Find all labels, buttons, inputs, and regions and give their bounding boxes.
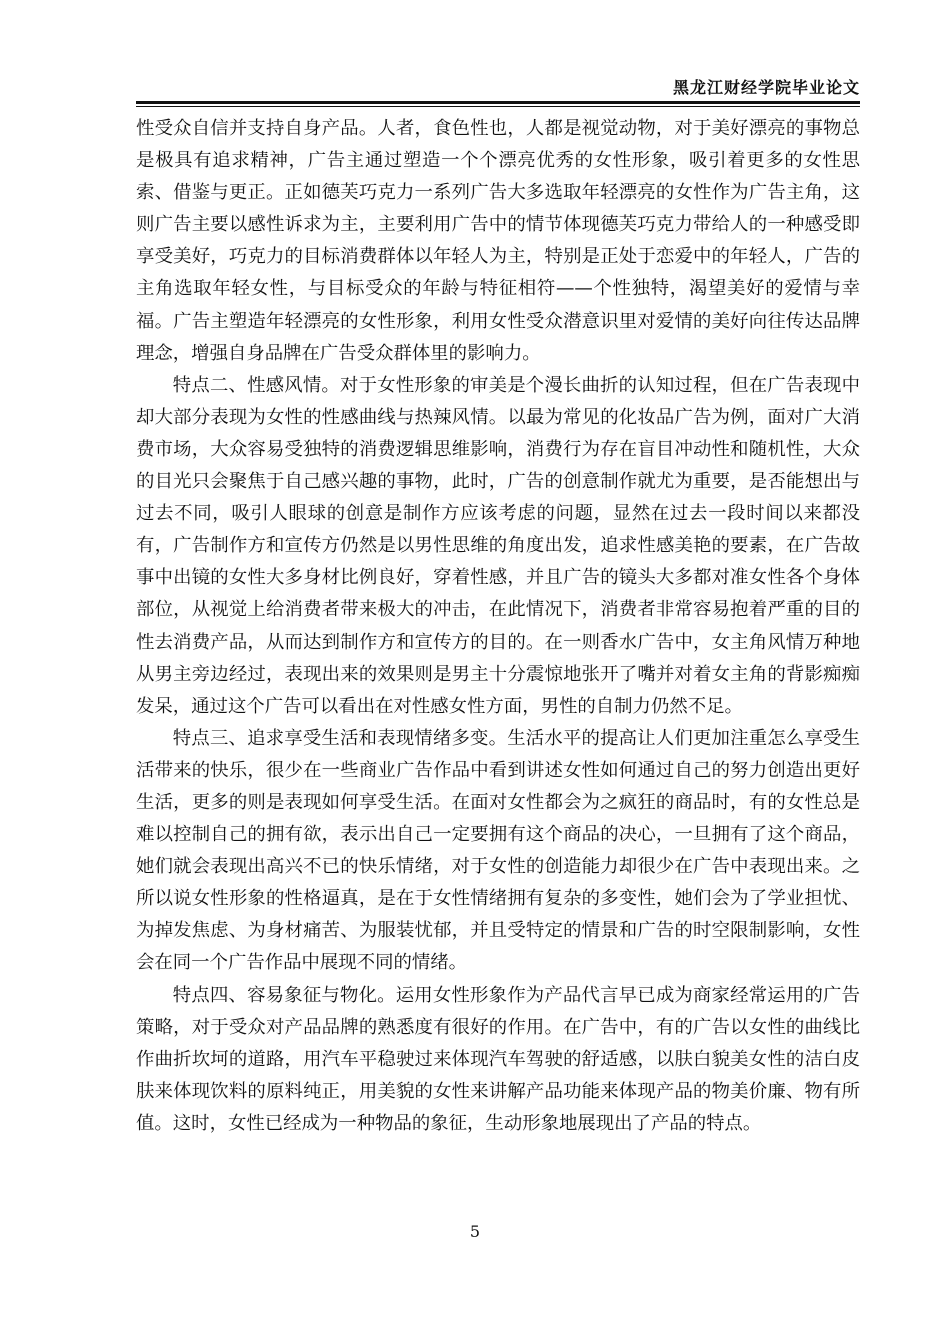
page-number: 5 — [469, 1222, 481, 1241]
header-rule-thick — [136, 101, 860, 104]
paragraph-feature-two: 特点二、性感风情。对于女性形象的审美是个漫长曲折的认知过程，但在广告表现中却大部分表现为女性的性感曲线与热辣风情。以最为常见的化妆品广告为例，面对广大消费市场，大众容易受独特的消费逻辑思维影响，消费行为存在盲目冲动性和随机性，大众的目光只会聚焦于自己感兴趣的事物，此时，广告的创意制作就尤为重要，是否能想出与过去不同，吸引人眼球的创意是制作方应该考虑的问题，显然在过去一段时间以来都没有，广告制作方和宣传方仍然是以男性思维的角度出发，追求性感美艳的要素，在广告故事中出镜的女性大多身材比例良好，穿着性感，并且广告的镜头大多都对准女性各个身体部位，从视觉上给消费者带来极大的冲击，在此情况下，消费者非常容易抱着严重的目的性去消费产品，从而达到制作方和宣传方的目的。在一则香水广告中，女主角风情万种地从男主旁边经过，表现出来的效果则是男主十分震惊地张开了嘴并对着女主角的背影痴痴发呆，通过这个广告可以看出在对性感女性方面，男性的自制力仍然不足。 — [136, 374, 860, 717]
paragraph-feature-four: 特点四、容易象征与物化。运用女性形象作为产品代言早已成为商家经常运用的广告策略，对于受众对产品品牌的熟悉度有很好的作用。在广告中，有的广告以女性的曲线比作曲折坎坷的道路，用汽车平稳驶过来体现汽车驾驶的舒适感，以肤白貌美女性的洁白皮肤来体现饮料的原料纯正，用美貌的女性来讲解产品功能来体现产品的物美价廉、物有所值。这时，女性已经成为一种物品的象征，生动形象地展现出了产品的特点。 — [136, 984, 860, 1134]
paragraph-feature-three: 特点三、追求享受生活和表现情绪多变。生活水平的提高让人们更加注重怎么享受生活带来的快乐，很少在一些商业广告作品中看到讲述女性如何通过自己的努力创造出更好生活，更多的则是表现如何享受生活。在面对女性都会为之疯狂的商品时，有的女性总是难以控制自己的拥有欲，表示出自己一定要拥有这个商品的决心，一旦拥有了这个商品，她们就会表现出高兴不已的快乐情绪，对于女性的创造能力却很少在广告中表现出来。之所以说女性形象的性格逼真，是在于女性情绪拥有复杂的多变性，她们会为了学业担忧、为掉发焦虑、为身材痛苦、为服装忧郁，并且受特定的情景和广告的时空限制影响，女性会在同一个广告作品中展现不同的情绪。 — [136, 727, 860, 974]
header-rule-thin — [136, 106, 860, 107]
body-text — [136, 113, 860, 1140]
paragraph-continued: 性受众自信并支持自身产品。人者，食色性也，人都是视觉动物，对于美好漂亮的事物总是极具有追求精神，广告主通过塑造一个个漂亮优秀的女性形象，吸引着更多的女性思索、借鉴与更正。正如德芙巧克力一系列广告大多选取年轻漂亮的女性作为广告主角，这则广告主要以感性诉求为主，主要利用广告中的情节体现德芙巧克力带给人的一种感受即享受美好，巧克力的目标消费群体以年轻人为主，特别是正处于恋爱中的年轻人，广告的主角选取年轻女性，与目标受众的年龄与特征相符——个性独特，渴望美好的爱情与幸福。广告主塑造年轻漂亮的女性形象，利用女性受众潜意识里对爱情的美好向往传达品牌理念，增强自身品牌在广告受众群体里的影响力。 — [136, 118, 860, 364]
running-header-title: 黑龙江财经学院毕业论文 — [672, 78, 860, 97]
